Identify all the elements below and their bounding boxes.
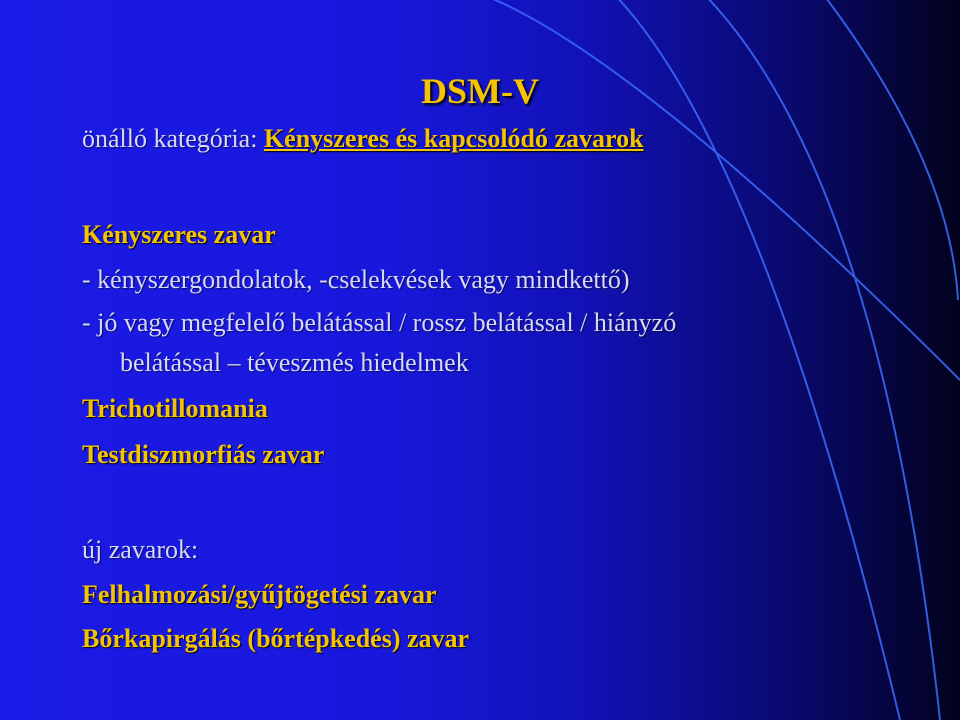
category-prefix: önálló kategória: xyxy=(82,124,264,153)
slide-title: DSM-V xyxy=(421,71,539,111)
new-item-hoarding: Felhalmozási/gyűjtögetési zavar xyxy=(82,580,437,609)
item-trichotillomania: Trichotillomania xyxy=(82,394,268,423)
category-line xyxy=(82,124,644,154)
ocd-line-3: belátással – téveszmés hiedelmek xyxy=(120,348,469,377)
new-disorders-heading: új zavarok: xyxy=(82,535,199,564)
ocd-heading: Kényszeres zavar xyxy=(82,220,276,249)
item-body-dysmorphic: Testdiszmorfiás zavar xyxy=(82,440,325,469)
ocd-line-1: - kényszergondolatok, -cselekvések vagy mindkettő) xyxy=(82,265,630,294)
ocd-line-2: - jó vagy megfelelő belátással / rossz belátással / hiányzó xyxy=(82,308,677,337)
new-item-skin-picking: Bőrkapirgálás (bőrtépkedés) zavar xyxy=(82,624,470,653)
category-name: Kényszeres és kapcsolódó zavarok xyxy=(263,124,644,153)
